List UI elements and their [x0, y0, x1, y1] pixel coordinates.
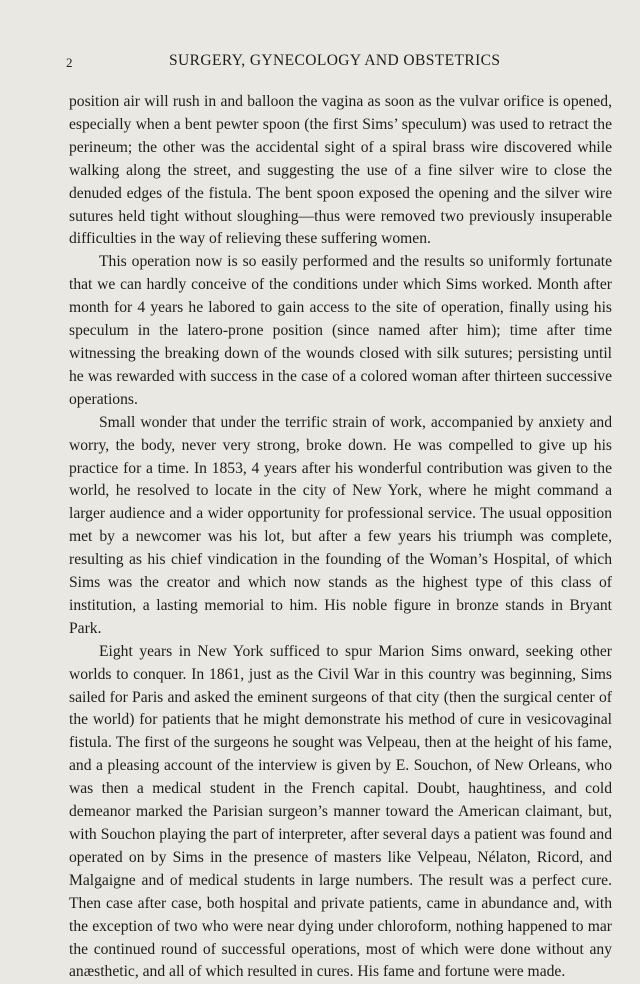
- body-text: [69, 91, 612, 984]
- paragraph: position air will rush in and balloon the vagina as soon as the vulvar orifice is opened, especially when a bent pewter spoon (the first Sims’ speculum) was used to retract the perineum; the other was the accidental sight of a spiral brass wire discovered while walking along the street, and suggesting the use of a fine silver wire to close the denuded edges of the fistula. The bent spoon exposed the opening and the silver wire sutures held tight without sloughing—thus were removed two previously insuperable difficulties in the way of relieving these suffering women.: [69, 93, 612, 248]
- paragraph: This operation now is so easily performed and the results so uniformly fortunate that we can hardly conceive of the conditions under which Sims worked. Month after month for 4 years he labored to gain access to the site of operation, finally using his speculum in the latero-prone position (since named after him); time after time witnessing the breaking down of the wounds closed with silk sutures; persisting until he was rewarded with success in the case of a colored woman after thirteen successive operations.: [69, 253, 612, 408]
- page-number: 2: [66, 55, 73, 70]
- running-head: [66, 52, 612, 74]
- paragraph: Small wonder that under the terrific strain of work, accompanied by anxiety and worry, the body, never very strong, broke down. He was compelled to give up his practice for a time. In 1853, 4 years after his wonderful contribution was given to the world, he resolved to locate in the city of New York, where he might command a larger audience and a wider opportunity for professional service. The usual opposition met by a newcomer was his lot, but after a few years his triumph was complete, resulting as his chief vindication in the founding of the Woman’s Hospital, of which Sims was the creator and which now stands as the highest type of this class of institution, a lasting memorial to him. His noble figure in bronze stands in Bryant Park.: [69, 413, 612, 637]
- running-head-title: SURGERY, GYNECOLOGY AND OBSTETRICS: [169, 52, 501, 69]
- paragraph: Eight years in New York sufficed to spur Marion Sims onward, seeking other worlds to conquer. In 1861, just as the Civil War in this country was beginning, Sims sailed for Paris and asked the eminent surgeons of that city (then the surgical center of the world) for patients that he might demonstrate his method of cure in vesicovaginal fistula. The first of the surgeons he sought was Velpeau, then at the height of his fame, and a pleasing account of the interview is given by E. Souchon, of New Orleans, who was then a medical student in the French capital. Doubt, haughtiness, and cold demeanor marked the Parisian surgeon’s manner toward the American claimant, but, with Souchon playing the part of interpreter, after several days a patient was found and operated on by Sims in the presence of masters like Velpeau, Nélaton, Ricord, and Malgaigne and of medical students in large numbers. The result was a perfect cure. Then case after case, both hospital and private patients, came in abundance and, with the exception of two who were near dying under chloroform, nothing happened to mar the continued round of successful operations, most of which were done without any anæsthetic, and all of which resulted in cures. His fame and fortune were made.: [69, 642, 612, 981]
